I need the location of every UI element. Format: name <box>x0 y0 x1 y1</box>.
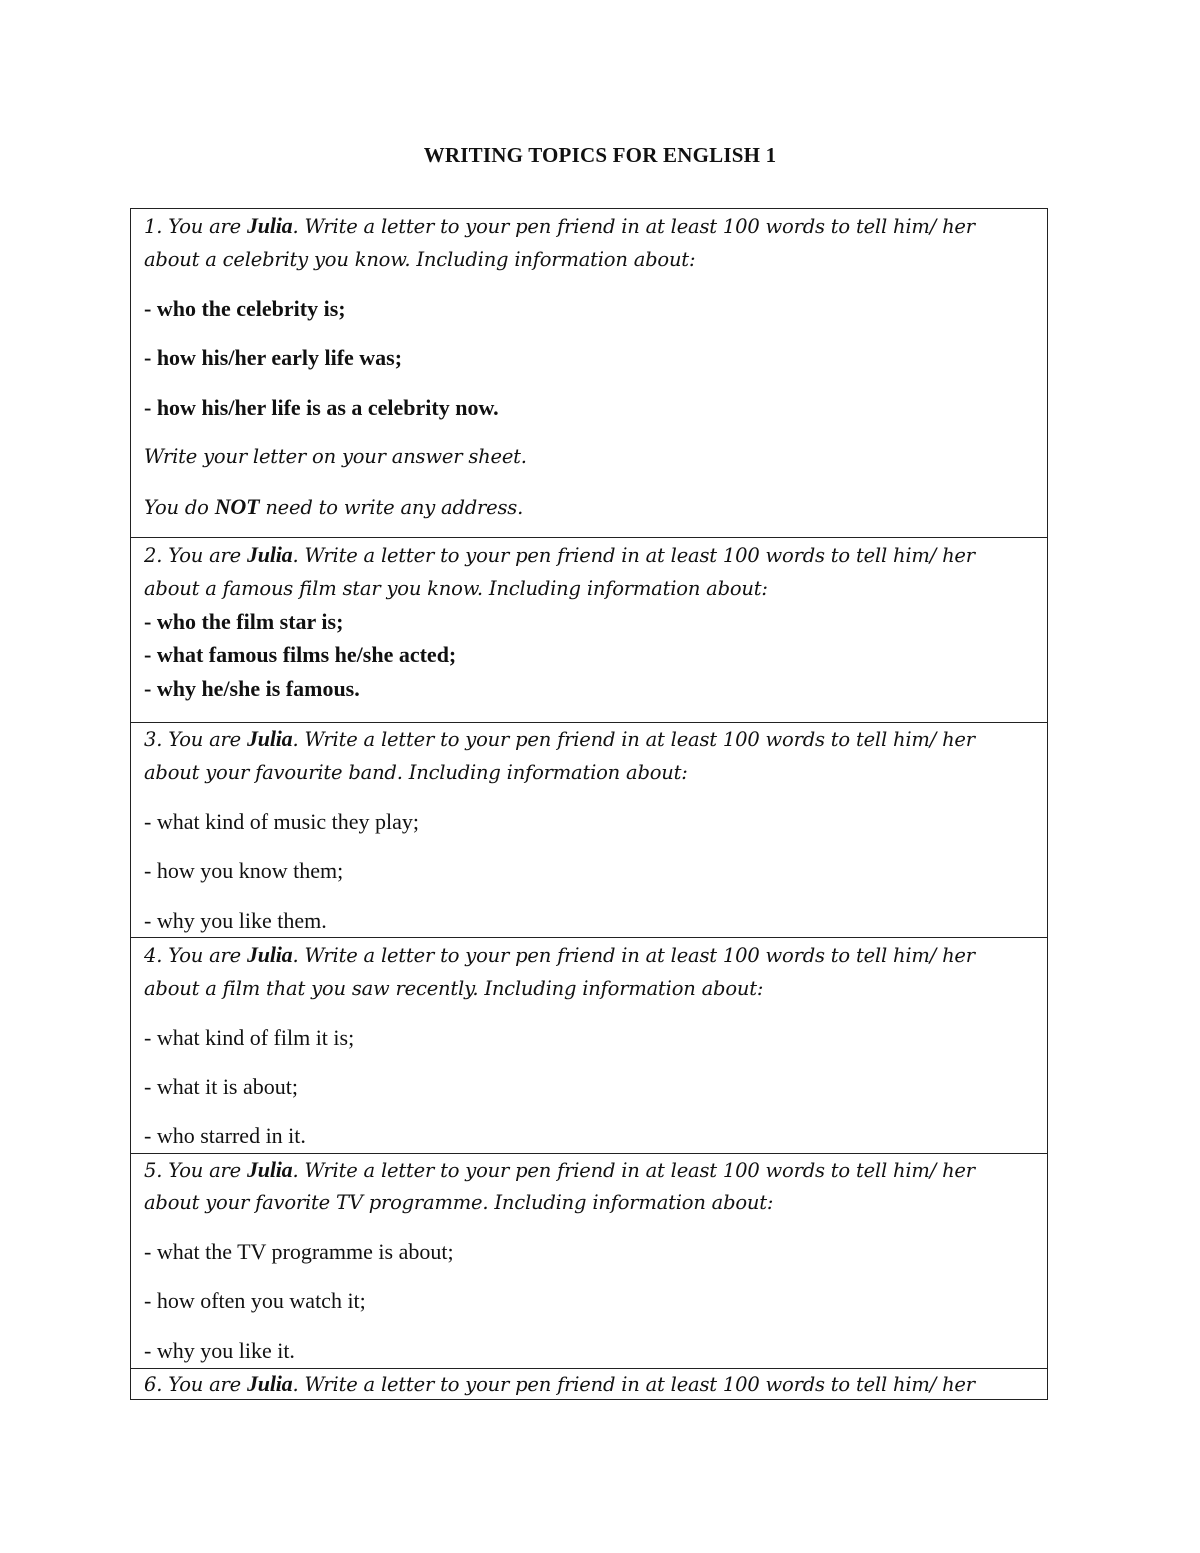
intro-text: . Write a letter to your pen friend in at least 100 words to tell him/ her <box>292 1159 975 1182</box>
topic-intro <box>144 542 975 569</box>
topic-number: 4. <box>144 944 163 967</box>
topic-subject: about a film that you saw recently. Including information about: <box>144 977 764 1000</box>
topic-intro <box>144 1371 975 1398</box>
instruction-note <box>144 494 523 521</box>
point-item: - who the film star is; <box>144 609 344 634</box>
point-item: - why he/she is famous. <box>144 676 360 701</box>
intro-text: . Write a letter to your pen friend in at least 100 words to tell him/ her <box>292 944 975 967</box>
point-item: - how often you watch it; <box>144 1288 366 1313</box>
topic-number: 1. <box>144 215 163 238</box>
intro-text: . Write a letter to your pen friend in at least 100 words to tell him/ her <box>292 215 975 238</box>
note-text: need to write any address. <box>259 496 524 519</box>
intro-text: You are <box>168 944 247 967</box>
page-title: WRITING TOPICS FOR ENGLISH 1 <box>423 143 777 167</box>
topic-intro <box>144 942 975 969</box>
intro-text: You are <box>168 215 247 238</box>
student-name: Julia <box>246 542 293 567</box>
point-item: - why you like them. <box>144 908 327 933</box>
topic-number: 3. <box>144 728 163 751</box>
point-item: - what it is about; <box>144 1074 298 1099</box>
note-emphasis: NOT <box>214 494 260 519</box>
instruction-note: Write your letter on your answer sheet. <box>144 445 527 468</box>
topic-number: 5. <box>144 1159 163 1182</box>
point-item: - who starred in it. <box>144 1123 306 1148</box>
intro-text: You are <box>168 1373 247 1396</box>
topic-subject: about a celebrity you know. Including information about: <box>144 248 696 271</box>
point-item: - what kind of music they play; <box>144 809 419 834</box>
intro-text: You are <box>168 728 247 751</box>
topic-cell-6 <box>130 1369 1048 1400</box>
intro-text: You are <box>168 1159 247 1182</box>
intro-text: . Write a letter to your pen friend in at least 100 words to tell him/ her <box>292 728 975 751</box>
student-name: Julia <box>246 726 293 751</box>
point-item: - who the celebrity is; <box>144 296 346 321</box>
point-item: - how you know them; <box>144 858 344 883</box>
student-name: Julia <box>246 942 293 967</box>
point-item: - what famous films he/she acted; <box>144 642 457 667</box>
student-name: Julia <box>246 213 293 238</box>
topic-intro <box>144 726 975 753</box>
topic-intro <box>144 1157 975 1184</box>
point-item: - what the TV programme is about; <box>144 1239 454 1264</box>
intro-text: You are <box>168 544 247 567</box>
topic-cell-5 <box>130 1154 1048 1369</box>
topic-cell-3 <box>130 723 1048 938</box>
topic-number: 6. <box>144 1373 163 1396</box>
topic-cell-2 <box>130 538 1048 723</box>
point-item: - how his/her life is as a celebrity now. <box>144 395 499 420</box>
student-name: Julia <box>246 1371 293 1396</box>
topic-cell-1 <box>130 208 1048 538</box>
topic-cell-4 <box>130 938 1048 1154</box>
point-item: - what kind of film it is; <box>144 1025 355 1050</box>
topic-subject: about your favorite TV programme. Including information about: <box>144 1191 774 1214</box>
topic-intro <box>144 213 975 240</box>
point-item: - why you like it. <box>144 1338 295 1363</box>
topic-subject: about your favourite band. Including information about: <box>144 761 688 784</box>
intro-text: . Write a letter to your pen friend in at least 100 words to tell him/ her <box>292 544 975 567</box>
topic-subject: about a famous film star you know. Including information about: <box>144 577 768 600</box>
intro-text: . Write a letter to your pen friend in at least 100 words to tell him/ her <box>292 1373 975 1396</box>
topic-number: 2. <box>144 544 163 567</box>
student-name: Julia <box>246 1157 293 1182</box>
note-text: You do <box>144 496 215 519</box>
point-item: - how his/her early life was; <box>144 345 403 370</box>
